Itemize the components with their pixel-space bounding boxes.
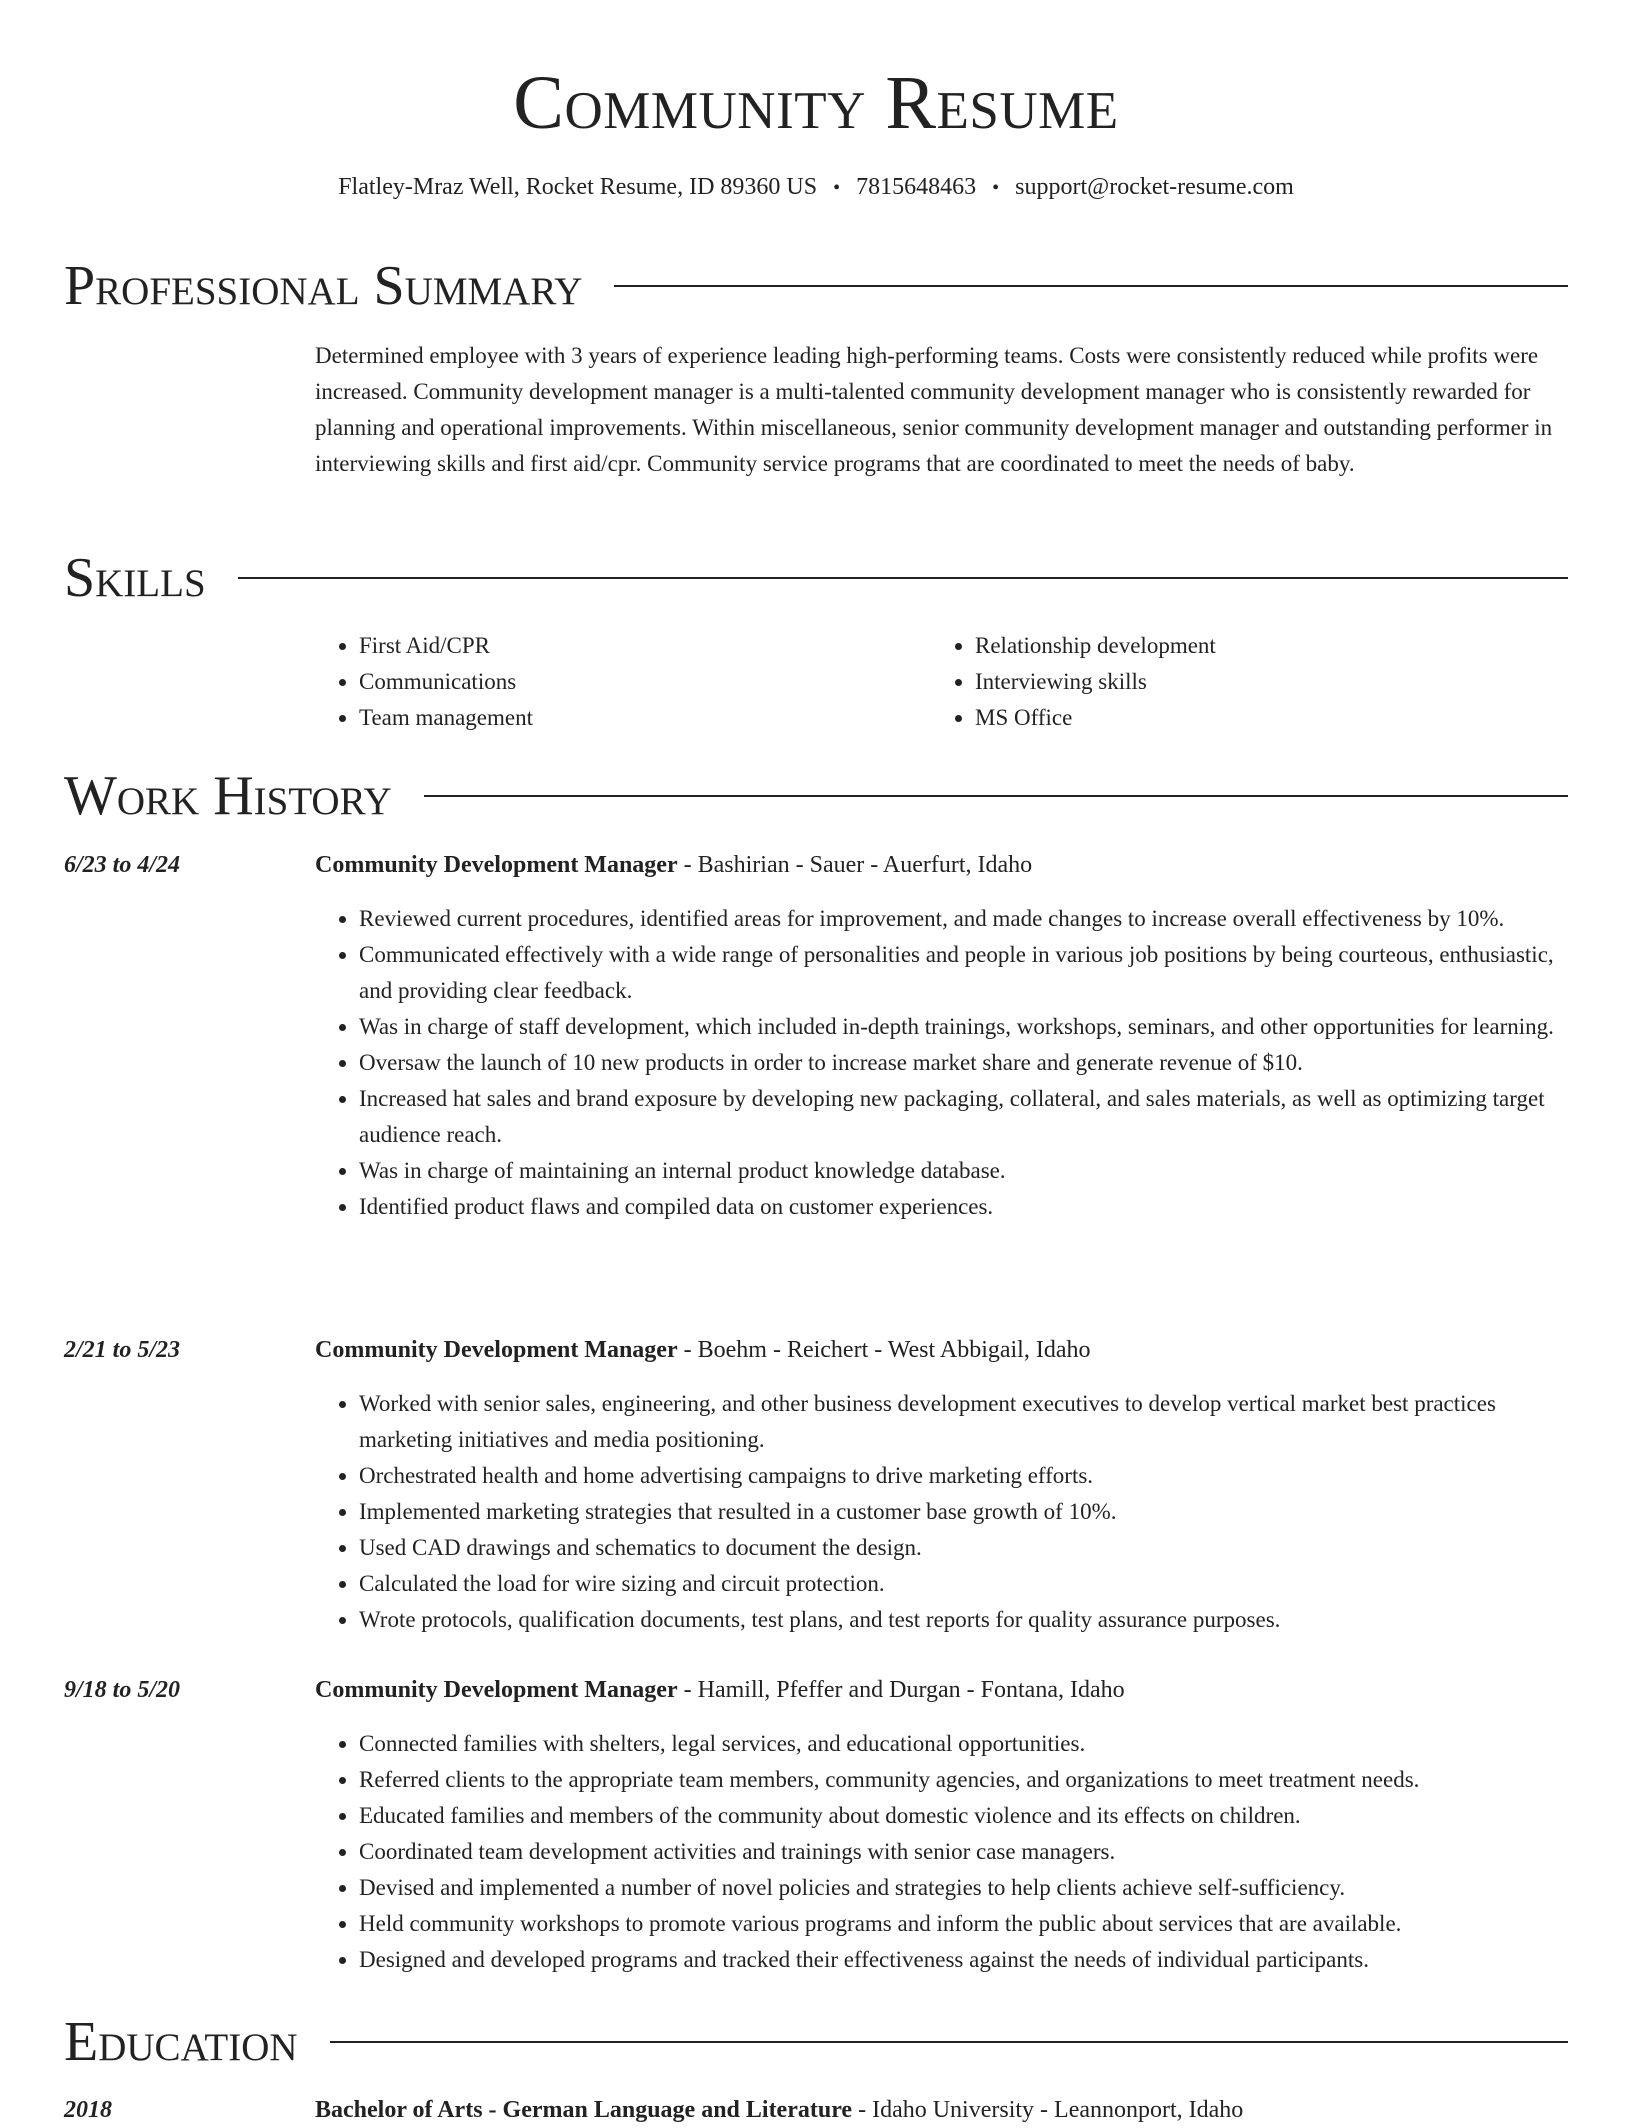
job-bullet: • Identified product flaws and compiled data on customer experiences. (359, 1189, 1568, 1225)
job-bullet: • Communicated effectively with a wide range of personalities and people in various job positions by being courteous, enthusiastic, and providing clear feedback. (359, 937, 1568, 1009)
education-school: - Idaho University - Leannonport, Idaho (852, 2097, 1244, 2123)
job-bullets (315, 901, 1568, 1225)
job-bullet: • Implemented marketing strategies that resulted in a customer base growth of 10%. (359, 1494, 1568, 1530)
job-employer: - Boehm - Reichert - West Abbigail, Idaho (677, 1337, 1091, 1363)
job-bullet: • Used CAD drawings and schematics to document the design. (359, 1530, 1568, 1566)
job-bullet: • Was in charge of maintaining an internal product knowledge database. (359, 1153, 1568, 1189)
job-bullet: • Oversaw the launch of 10 new products in order to increase market share and generate revenue of $10. (359, 1045, 1568, 1081)
skill-item: • Relationship development (975, 628, 1547, 664)
job-entry (315, 1672, 1568, 1978)
contact-address: Flatley-Mraz Well, Rocket Resume, ID 89360 US (338, 174, 818, 200)
job-title: Community Development Manager (315, 1337, 678, 1363)
skill-item: • MS Office (975, 700, 1547, 736)
resume-name: Community Resume (513, 61, 1119, 145)
skills-block (315, 628, 1568, 736)
skill-item: • Team management (359, 700, 931, 736)
skills-list-left (315, 628, 931, 736)
job-title: Community Development Manager (315, 852, 678, 878)
skill-item: • Communications (359, 664, 931, 700)
skill-item: • Interviewing skills (975, 664, 1547, 700)
job-bullet: • Referred clients to the appropriate team members, community agencies, and organizations to meet treatment needs. (359, 1762, 1568, 1798)
education-degree: Bachelor of Arts - German Language and Literature (315, 2097, 853, 2123)
skills-list-right (931, 628, 1547, 736)
job-bullet: • Educated families and members of the community about domestic violence and its effects on children. (359, 1798, 1568, 1834)
job-bullet: • Wrote protocols, qualification documents, test plans, and test reports for quality assurance purposes. (359, 1602, 1568, 1638)
job-employer: - Bashirian - Sauer - Auerfurt, Idaho (677, 852, 1033, 878)
contact-line (0, 172, 1632, 203)
job-bullet: • Devised and implemented a number of novel policies and strategies to help clients achieve self-sufficiency. (359, 1870, 1568, 1906)
job-heading (315, 847, 1568, 883)
contact-phone: 7815648463 (856, 174, 977, 200)
job-bullet: • Worked with senior sales, engineering, and other business development executives to develop vertical market best practices marketing initiatives and media positioning. (359, 1386, 1568, 1458)
job-bullet: • Held community workshops to promote various programs and inform the public about services that are available. (359, 1906, 1568, 1942)
contact-email: support@rocket-resume.com (1015, 174, 1294, 200)
job-heading (315, 1332, 1568, 1368)
contact-separator: • (833, 177, 841, 199)
section-divider (330, 2041, 1568, 2043)
skill-item: • First Aid/CPR (359, 628, 931, 664)
skills-section-header (64, 548, 1568, 608)
summary-heading: Professional Summary (64, 255, 583, 317)
job-bullet: • Calculated the load for wire sizing and circuit protection. (359, 1566, 1568, 1602)
section-divider (238, 577, 1568, 579)
job-dates: 2/21 to 5/23 (64, 1337, 181, 1363)
job-heading (315, 1672, 1568, 1708)
job-dates: 9/18 to 5/20 (64, 1677, 181, 1703)
job-bullet: • Designed and developed programs and tracked their effectiveness against the needs of individual participants. (359, 1942, 1568, 1978)
job-bullets (315, 1386, 1568, 1638)
job-bullet: • Connected families with shelters, legal services, and educational opportunities. (359, 1726, 1568, 1762)
section-divider (424, 795, 1568, 797)
work-heading: Work History (64, 765, 392, 827)
work-section-header (64, 766, 1568, 826)
job-bullet: • Increased hat sales and brand exposure by developing new packaging, collateral, and sales materials, as well as optimizing target audience reach. (359, 1081, 1568, 1153)
job-bullet: • Reviewed current procedures, identified areas for improvement, and made changes to increase overall effectiveness by 10%. (359, 901, 1568, 937)
job-bullet: • Orchestrated health and home advertising campaigns to drive marketing efforts. (359, 1458, 1568, 1494)
job-bullets (315, 1726, 1568, 1978)
job-title: Community Development Manager (315, 1677, 678, 1703)
job-entry (315, 1332, 1568, 1638)
job-bullet: • Was in charge of staff development, which included in-depth trainings, workshops, seminars, and other opportunities for learning. (359, 1009, 1568, 1045)
education-heading-line (315, 2092, 1568, 2128)
job-entry (315, 847, 1568, 1225)
skills-heading: Skills (64, 547, 206, 609)
summary-block (315, 338, 1568, 482)
job-bullet: • Coordinated team development activities and trainings with senior case managers. (359, 1834, 1568, 1870)
contact-separator: • (992, 177, 1000, 199)
summary-section-header (64, 256, 1568, 316)
education-entry (315, 2092, 1568, 2128)
education-section-header (64, 2012, 1568, 2072)
summary-text: Determined employee with 3 years of experience leading high-performing teams. Costs were consistently reduced while profits were increased. Community development manager is a multi-talented community development manager who is consistently rewarded for planning and operational improvements. Within miscellaneous, senior community development manager and outstanding performer in interviewing skills and first aid/cpr. Community service programs that are coordinated to meet the needs of baby. (315, 343, 1553, 476)
job-dates: 6/23 to 4/24 (64, 852, 181, 878)
education-date: 2018 (64, 2097, 112, 2123)
education-heading: Education (64, 2011, 298, 2073)
section-divider (614, 285, 1568, 287)
job-employer: - Hamill, Pfeffer and Durgan - Fontana, Idaho (677, 1677, 1125, 1703)
